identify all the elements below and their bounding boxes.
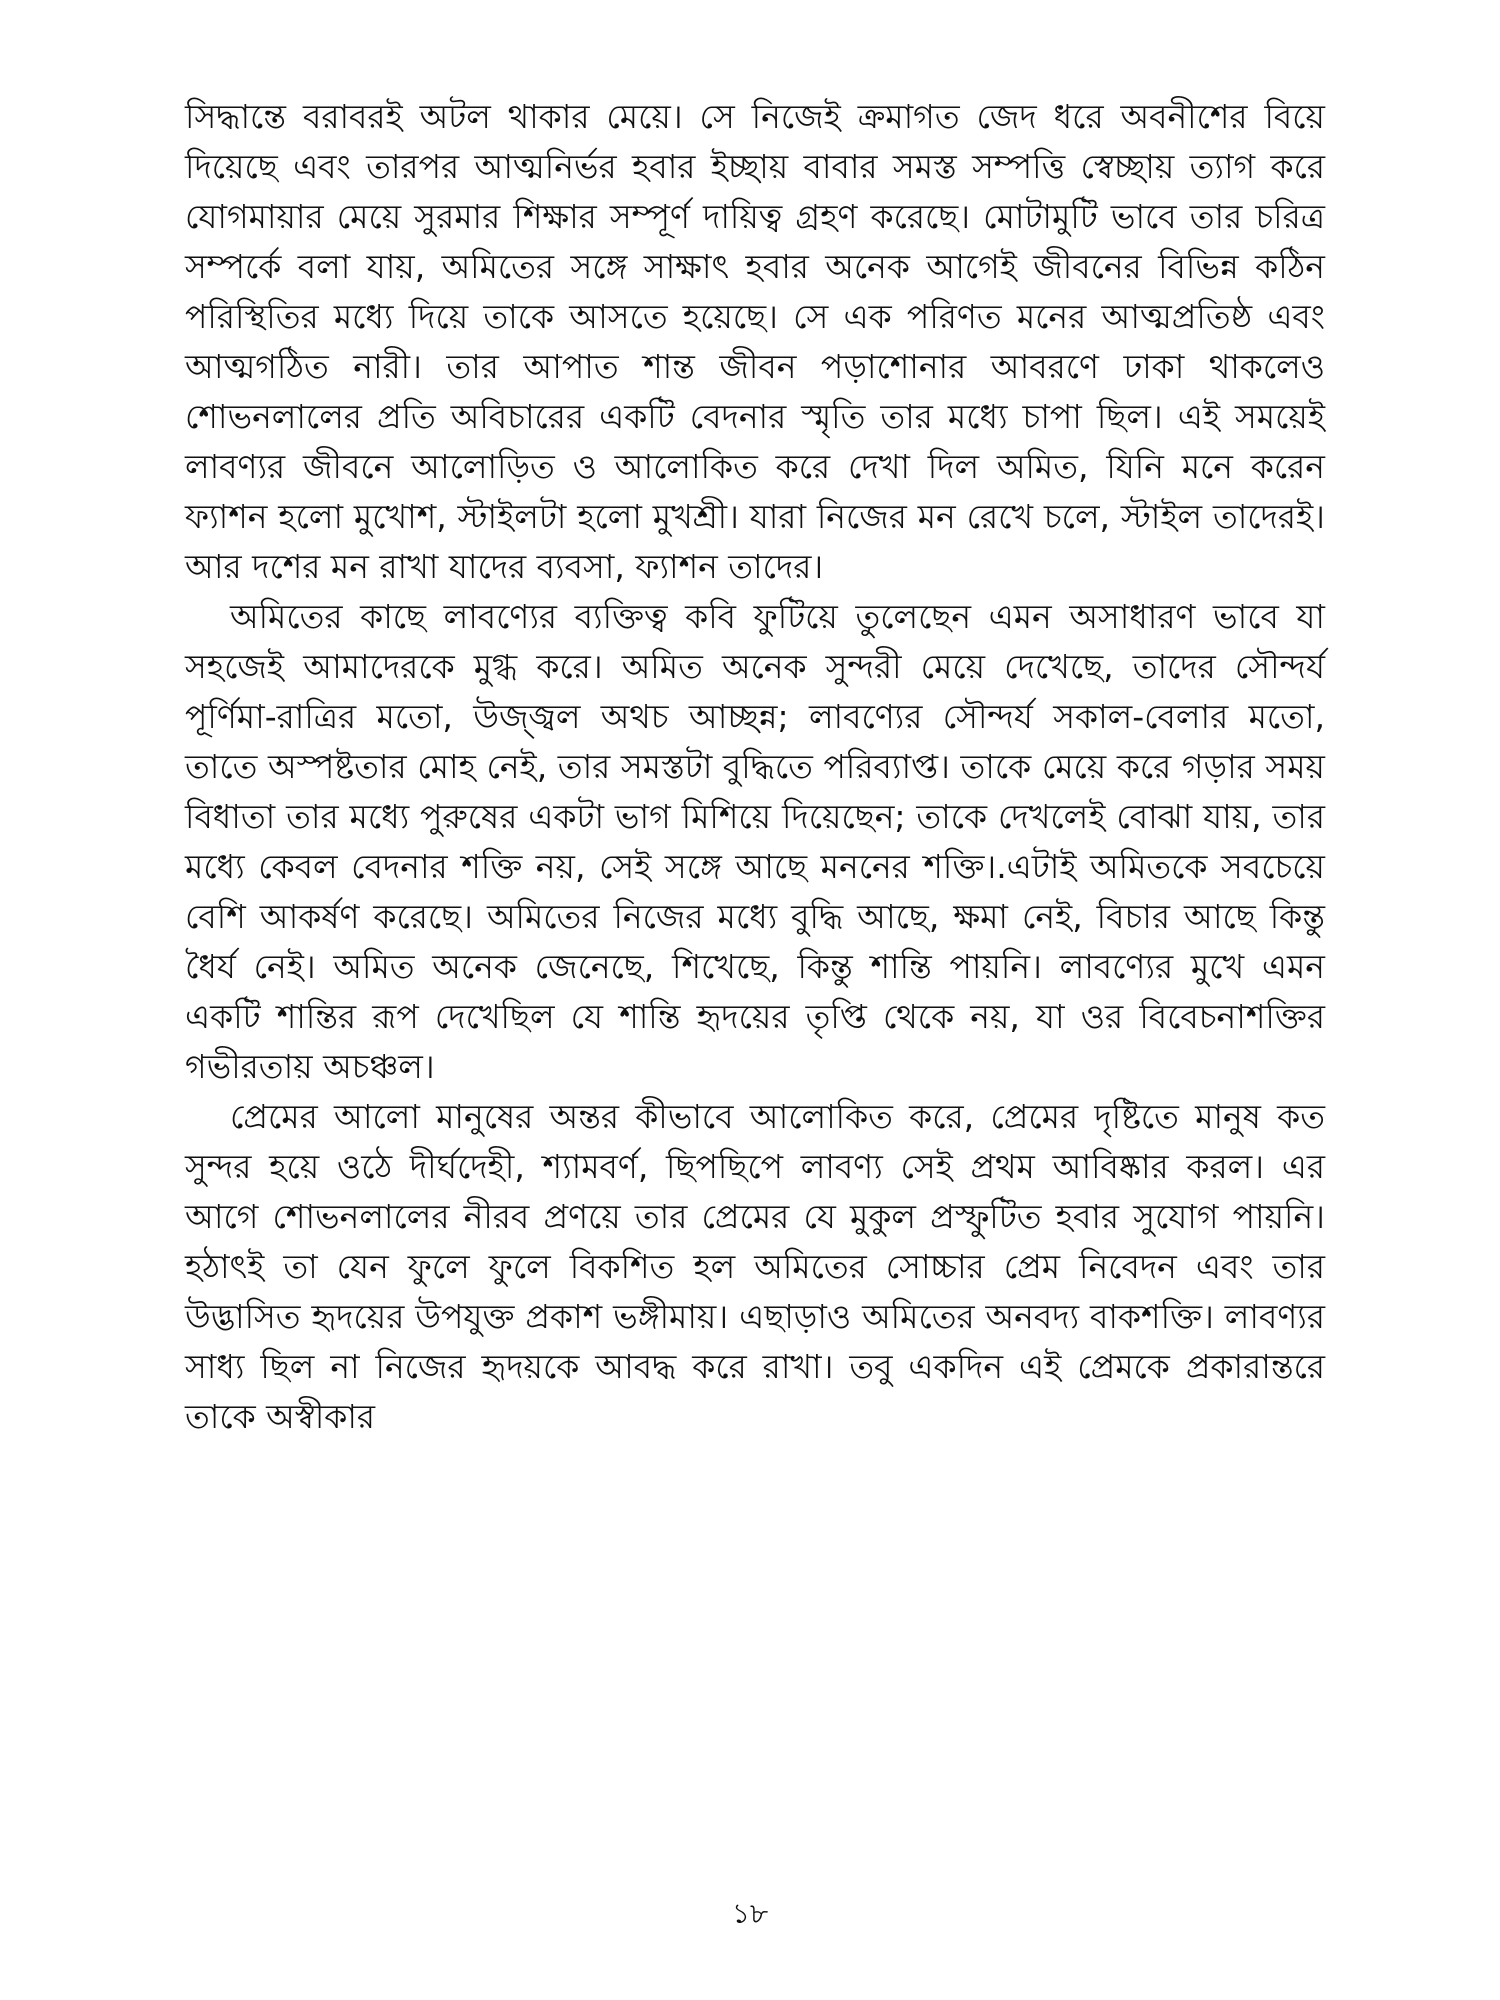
- paragraph-1: সিদ্ধান্তে বরাবরই অটল থাকার মেয়ে। সে নিজেই ক্রমাগত জেদ ধরে অবনীশের বিয়ে দিয়েছে এবং তারপর আত্মনির্ভর হবার ইচ্ছায় বাবার সমস্ত সম্পত্তি স্বেচ্ছায় ত্যাগ করে যোগমায়ার মেয়ে সুরমার শিক্ষার সম্পূর্ণ দায়িত্ব গ্রহণ করেছে। মোটামুটি ভাবে তার চরিত্র সম্পর্কে বলা যায়, অমিতের সঙ্গে সাক্ষাৎ হবার অনেক আগেই জীবনের বিভিন্ন কঠিন পরিস্থিতির মধ্যে দিয়ে তাকে আসতে হয়েছে। সে এক পরিণত মনের আত্মপ্রতিষ্ঠ এবং আত্মগঠিত নারী। তার আপাত শান্ত জীবন পড়াশোনার আবরণে ঢাকা থাকলেও শোভনলালের প্রতি অবিচারের একটি বেদনার স্মৃতি তার মধ্যে চাপা ছিল। এই সময়েই লাবণ্যর জীবনে আলোড়িত ও আলোকিত করে দেখা দিল অমিত, যিনি মনে করেন ফ্যাশন হলো মুখোশ, স্টাইলটা হলো মুখশ্রী। যারা নিজের মন রেখে চলে, স্টাইল তাদেরই। আর দশের মন রাখা যাদের ব্যবসা, ফ্যাশন তাদের।: [185, 97, 1325, 586]
- body-text: [185, 92, 1325, 1442]
- page-number: ১৮: [731, 1897, 769, 1930]
- paragraph-3: প্রেমের আলো মানুষের অন্তর কীভাবে আলোকিত করে, প্রেমের দৃষ্টিতে মানুষ কত সুন্দর হয়ে ওঠে দীর্ঘদেহী, শ্যামবর্ণ, ছিপছিপে লাবণ্য সেই প্রথম আবিষ্কার করল। এর আগে শোভনলালের নীরব প্রণয়ে তার প্রেমের যে মুকুল প্রস্ফুটিত হবার সুযোগ পায়নি। হঠাৎই তা যেন ফুলে ফুলে বিকশিত হল অমিতের সোচ্চার প্রেম নিবেদন এবং তার উদ্ভাসিত হৃদয়ের উপযুক্ত প্রকাশ ভঙ্গীমায়। এছাড়াও অমিতের অনবদ্য বাকশক্তি। লাবণ্যর সাধ্য ছিল না নিজের হৃদয়কে আবদ্ধ করে রাখা। তবু একদিন এই প্রেমকে প্রকারান্তরে তাকে অস্বীকার: [185, 1097, 1325, 1436]
- paragraph-2: অমিতের কাছে লাবণ্যের ব্যক্তিত্ব কবি ফুটিয়ে তুলেছেন এমন অসাধারণ ভাবে যা সহজেই আমাদেরকে মুগ্ধ করে। অমিত অনেক সুন্দরী মেয়ে দেখেছে, তাদের সৌন্দর্য পূর্ণিমা-রাত্রির মতো, উজ্জ্বল অথচ আচ্ছন্ন; লাবণ্যের সৌন্দর্য সকাল-বেলার মতো, তাতে অস্পষ্টতার মোহ নেই, তার সমস্তটা বুদ্ধিতে পরিব্যাপ্ত। তাকে মেয়ে করে গড়ার সময় বিধাতা তার মধ্যে পুরুষের একটা ভাগ মিশিয়ে দিয়েছেন; তাকে দেখলেই বোঝা যায়, তার মধ্যে কেবল বেদনার শক্তি নয়, সেই সঙ্গে আছে মননের শক্তি।.এটাই অমিতকে সবচেয়ে বেশি আকর্ষণ করেছে। অমিতের নিজের মধ্যে বুদ্ধি আছে, ক্ষমা নেই, বিচার আছে কিন্তু ধৈর্য নেই। অমিত অনেক জেনেছে, শিখেছে, কিন্তু শান্তি পায়নি। লাবণ্যের মুখে এমন একটি শান্তির রূপ দেখেছিল যে শান্তি হৃদয়ের তৃপ্তি থেকে নয়, যা ওর বিবেচনাশক্তির গভীরতায় অচঞ্চল।: [185, 597, 1325, 1086]
